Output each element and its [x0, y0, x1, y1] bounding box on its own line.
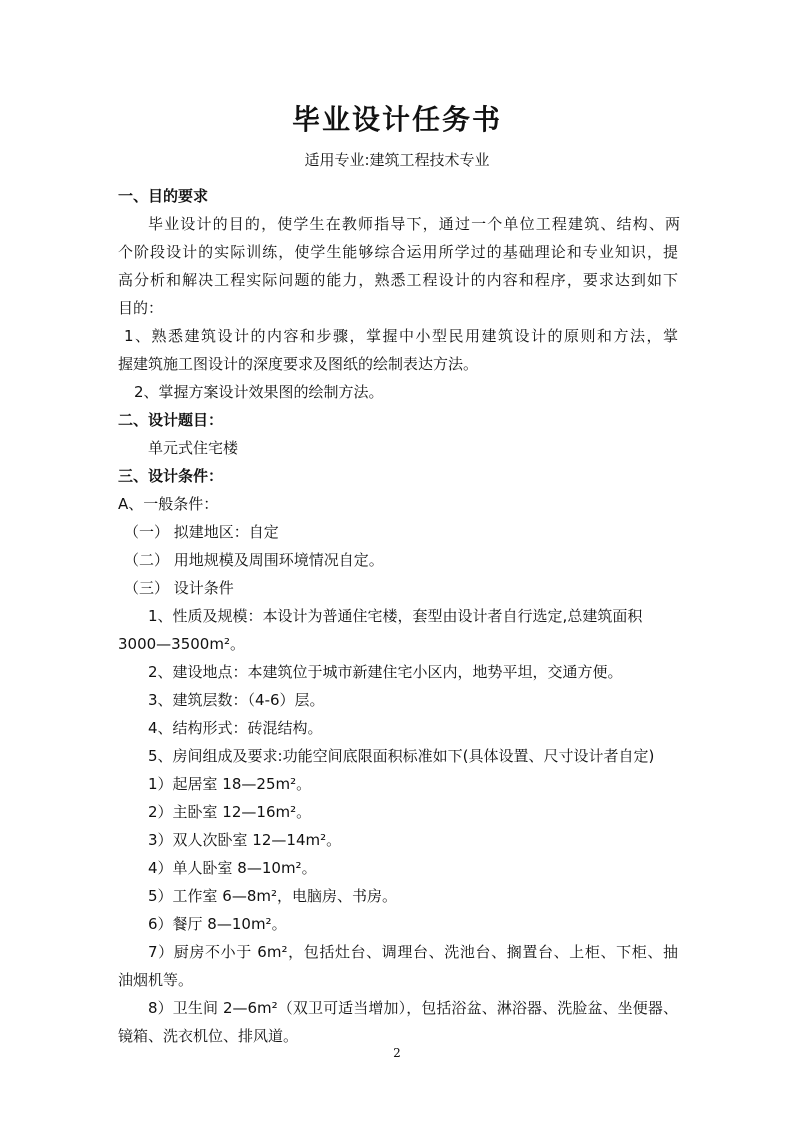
design-condition-line: 1、性质及规模：本设计为普通住宅楼，套型由设计者自行选定,总建筑面积: [148, 607, 643, 625]
room-item: 3）双人次卧室 12—14m²。: [148, 831, 342, 849]
room-item: 7）厨房不小于 6m²，包括灶台、调理台、洗池台、搁置台、上柜、下柜、抽: [148, 943, 678, 961]
design-condition-line: 2、建设地点：本建筑位于城市新建住宅小区内，地势平坦，交通方便。: [148, 663, 623, 681]
purpose-item-line: 握建筑施工图设计的深度要求及图纸的绘制表达方法。: [118, 355, 479, 373]
design-condition-line: 5、房间组成及要求:功能空间底限面积标准如下(具体设置、尺寸设计者自定): [148, 747, 655, 765]
purpose-paragraph-line: 高分析和解决工程实际问题的能力，熟悉工程设计的内容和程序，要求达到如下: [118, 271, 678, 289]
document-title: 毕业设计任务书: [291, 103, 502, 136]
purpose-item-line: 2、掌握方案设计效果图的绘制方法。: [134, 383, 384, 401]
document-subtitle: 适用专业:建筑工程技术专业: [304, 151, 490, 169]
room-item: 6）餐厅 8—10m²。: [148, 915, 287, 933]
room-item: 镜箱、洗衣机位、排风道。: [118, 1027, 299, 1045]
condition-item: （二） 用地规模及周围环境情况自定。: [124, 551, 384, 569]
purpose-item-line: 1、熟悉建筑设计的内容和步骤，掌握中小型民用建筑设计的原则和方法，掌: [124, 327, 678, 345]
room-item: 1）起居室 18—25m²。: [148, 775, 312, 793]
design-condition-line: 3、建筑层数：（4-6）层。: [148, 691, 325, 709]
section-heading-topic: 二、设计题目：: [118, 411, 224, 429]
topic-text: 单元式住宅楼: [148, 439, 239, 457]
room-item: 5）工作室 6—8m²，电脑房、书房。: [148, 887, 398, 905]
room-item: 4）单人卧室 8—10m²。: [148, 859, 317, 877]
conditions-general: A、一般条件：: [118, 495, 219, 513]
purpose-paragraph-line: 毕业设计的目的，使学生在教师指导下，通过一个单位工程建筑、结构、两: [148, 215, 680, 233]
page-number: 2: [393, 1046, 401, 1060]
room-item: 8）卫生间 2—6m²（双卫可适当增加），包括浴盆、淋浴器、洗脸盆、坐便器、: [148, 999, 678, 1017]
design-condition-line: 4、结构形式：砖混结构。: [148, 719, 323, 737]
room-item: 油烟机等。: [118, 971, 194, 989]
design-condition-line: 3000—3500m²。: [118, 635, 245, 653]
condition-item: （一） 拟建地区：自定: [124, 523, 279, 541]
condition-item: （三） 设计条件: [124, 579, 234, 597]
purpose-paragraph-line: 个阶段设计的实际训练，使学生能够综合运用所学过的基础理论和专业知识，提: [118, 243, 678, 261]
purpose-paragraph-line: 目的：: [118, 299, 164, 317]
section-heading-purpose: 一、目的要求: [118, 187, 209, 205]
room-item: 2）主卧室 12—16m²。: [148, 803, 312, 821]
section-heading-conditions: 三、设计条件：: [118, 467, 224, 485]
